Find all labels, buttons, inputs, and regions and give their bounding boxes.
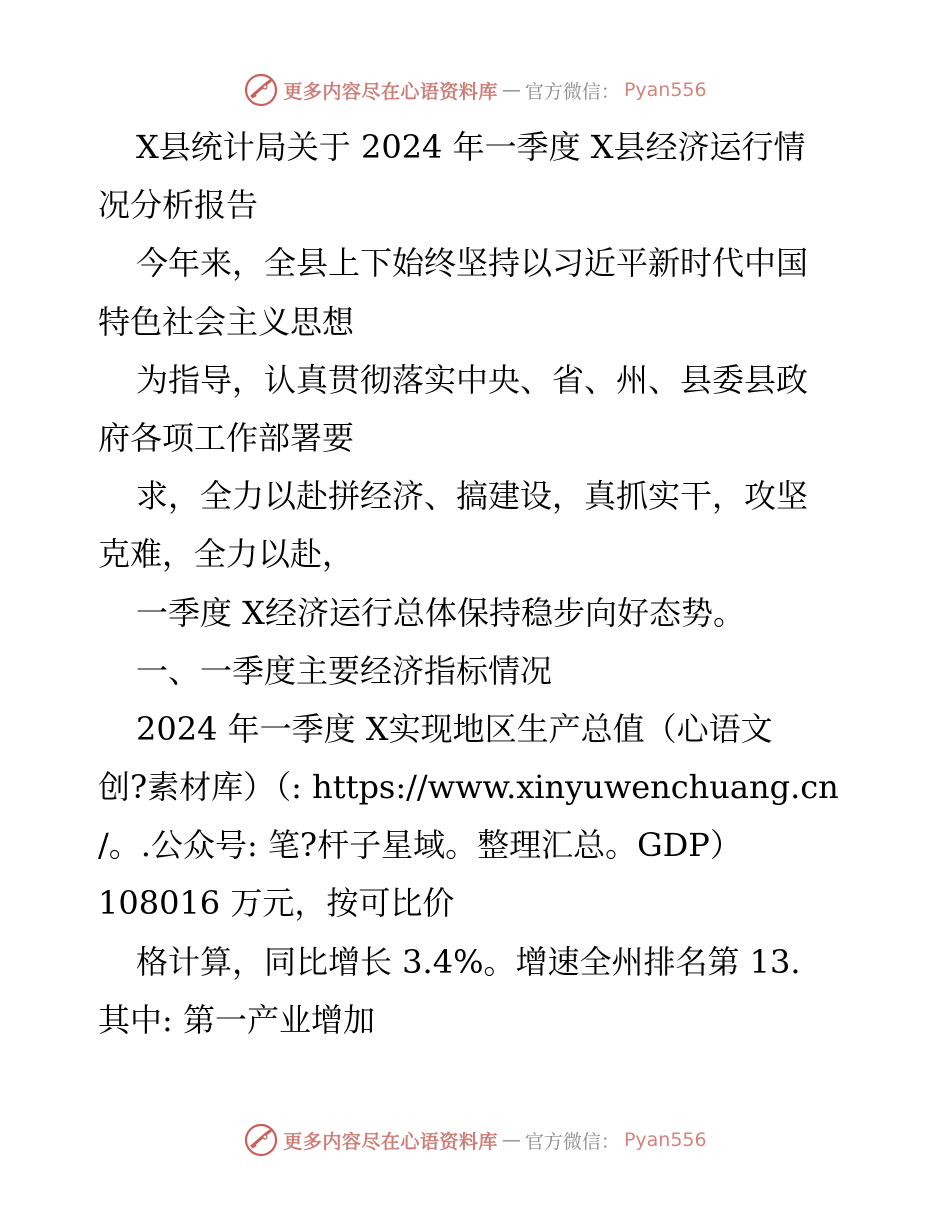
text-line: 况分析报告 [98, 186, 259, 225]
site-name-text: 更多内容尽在心语资料库 [283, 1130, 498, 1153]
section-heading: 一、一季度主要经济指标情况 [136, 651, 553, 690]
text-line: X县统计局关于 2024 年一季度 X县经济运行情 [136, 128, 806, 166]
text-line: 其中: 第一产业增加 [98, 1000, 375, 1039]
contact-id: Pyan556 [623, 79, 707, 101]
text-line: 一季度 X经济运行总体保持稳步向好态势。 [136, 593, 745, 632]
text-line: 2024 年一季度 X实现地区生产总值（心语文 [136, 709, 773, 748]
header-banner-content [243, 72, 706, 108]
contact-label: 官方微信： [524, 1130, 620, 1153]
banner-separator: — [501, 1129, 521, 1151]
text-line: 特色社会主义思想 [98, 302, 355, 341]
pen-logo-icon [243, 72, 279, 108]
site-name-text: 更多内容尽在心语资料库 [283, 80, 498, 103]
text-line: 今年来，全县上下始终坚持以习近平新时代中国 [136, 244, 809, 283]
contact-id: Pyan556 [623, 1129, 707, 1151]
text-line: 格计算，同比增长 3.4%。增速全州排名第 13. [136, 942, 801, 981]
text-line: 创?素材库）（: https://www.xinyuwenchuang.cn [98, 768, 839, 807]
header-banner [0, 70, 950, 110]
text-line: 府各项工作部署要 [98, 418, 355, 457]
document-body [98, 118, 850, 1049]
contact-label: 官方微信： [524, 80, 620, 103]
banner-separator: — [501, 79, 521, 101]
footer-banner [0, 1120, 950, 1160]
text-line: 克难，全力以赴， [98, 535, 355, 574]
text-line: /。.公众号: 笔?杆子星域。整理汇总。GDP） [98, 826, 742, 865]
pen-logo-icon [243, 1122, 279, 1158]
text-line: 求，全力以赴拼经济、搞建设，真抓实干，攻坚 [136, 477, 809, 516]
text-line: 为指导，认真贯彻落实中央、省、州、县委县政 [136, 360, 809, 399]
footer-banner-content [243, 1122, 706, 1158]
text-line: 108016 万元，按可比价 [98, 884, 455, 923]
